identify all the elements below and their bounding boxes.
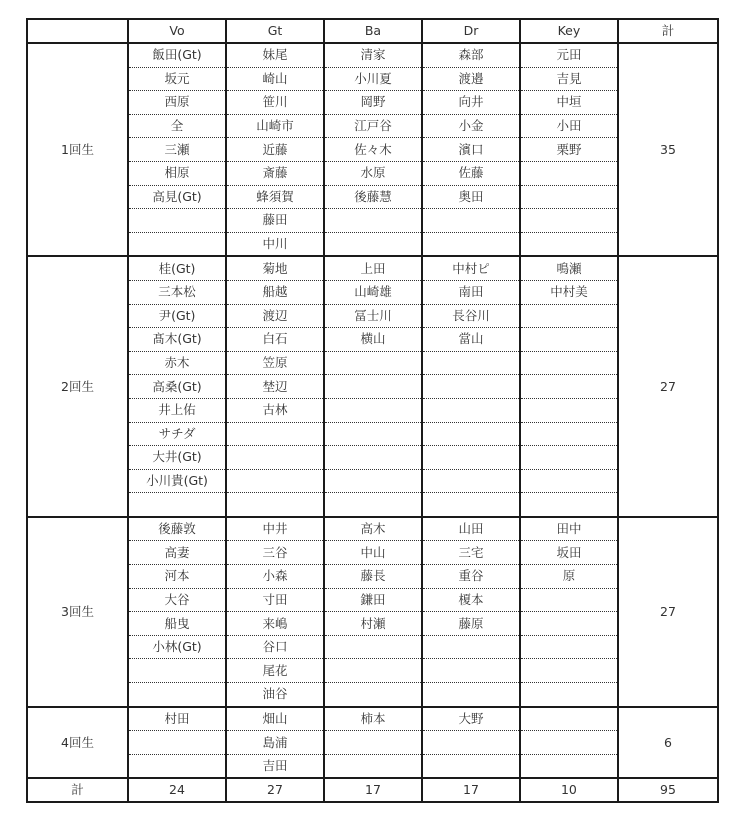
table-row xyxy=(27,375,718,399)
table-row xyxy=(27,446,718,470)
header-cell-gt: Gt xyxy=(226,19,324,43)
member-cell-ba xyxy=(324,446,422,470)
member-cell-ba: 水原 xyxy=(324,161,422,185)
member-cell-ba xyxy=(324,209,422,233)
member-cell-gt: 畑山 xyxy=(226,707,324,731)
member-cell-dr xyxy=(422,232,520,256)
member-cell-vo: 坂元 xyxy=(128,67,226,91)
member-cell-key xyxy=(520,185,618,209)
table-row xyxy=(27,541,718,565)
member-cell-dr: 南田 xyxy=(422,280,520,304)
member-cell-gt: 埜辺 xyxy=(226,375,324,399)
member-cell-ba: 佐々木 xyxy=(324,138,422,162)
member-cell-gt: 島浦 xyxy=(226,731,324,755)
member-cell-vo: 飯田(Gt) xyxy=(128,43,226,67)
member-cell-key: 原 xyxy=(520,565,618,589)
member-cell-gt: 妹尾 xyxy=(226,43,324,67)
member-cell-ba xyxy=(324,422,422,446)
table-row xyxy=(27,67,718,91)
table-row xyxy=(27,707,718,731)
member-cell-key: 田中 xyxy=(520,517,618,541)
member-cell-ba xyxy=(324,351,422,375)
member-cell-dr: 榎本 xyxy=(422,588,520,612)
member-cell-vo xyxy=(128,493,226,517)
year-label-cell: 3回生 xyxy=(27,517,128,707)
table-row xyxy=(27,565,718,589)
table-row xyxy=(27,422,718,446)
member-cell-dr: 藤原 xyxy=(422,612,520,636)
table-row xyxy=(27,683,718,707)
member-cell-dr: 奥田 xyxy=(422,185,520,209)
table-row xyxy=(27,185,718,209)
member-cell-key: 栗野 xyxy=(520,138,618,162)
member-cell-gt: 蜂須賀 xyxy=(226,185,324,209)
member-cell-ba xyxy=(324,493,422,517)
member-cell-gt: 尾花 xyxy=(226,659,324,683)
totals-row xyxy=(27,778,718,802)
member-cell-key xyxy=(520,446,618,470)
member-cell-dr: 小金 xyxy=(422,114,520,138)
member-cell-ba: 上田 xyxy=(324,256,422,280)
member-cell-ba xyxy=(324,469,422,493)
year-label-cell: 4回生 xyxy=(27,707,128,779)
member-cell-dr: 濱口 xyxy=(422,138,520,162)
table-row xyxy=(27,754,718,778)
member-cell-key xyxy=(520,754,618,778)
table-row xyxy=(27,517,718,541)
total-ba-cell: 17 xyxy=(324,778,422,802)
member-cell-gt: 崎山 xyxy=(226,67,324,91)
member-cell-gt: 中井 xyxy=(226,517,324,541)
table-row xyxy=(27,209,718,233)
member-cell-gt: 三谷 xyxy=(226,541,324,565)
member-cell-gt: 斎藤 xyxy=(226,161,324,185)
table-row xyxy=(27,469,718,493)
table-row xyxy=(27,161,718,185)
member-cell-gt xyxy=(226,469,324,493)
member-cell-dr xyxy=(422,422,520,446)
member-cell-ba: 清家 xyxy=(324,43,422,67)
member-cell-vo: 桂(Gt) xyxy=(128,256,226,280)
member-cell-dr xyxy=(422,351,520,375)
member-cell-gt: 白石 xyxy=(226,328,324,352)
member-cell-ba: 江戸谷 xyxy=(324,114,422,138)
member-cell-vo xyxy=(128,731,226,755)
member-cell-vo: 大谷 xyxy=(128,588,226,612)
totals-label-cell: 計 xyxy=(27,778,128,802)
member-cell-dr: 大野 xyxy=(422,707,520,731)
member-table xyxy=(26,18,719,803)
table-row xyxy=(27,731,718,755)
year-total-cell: 35 xyxy=(618,43,718,256)
member-cell-dr: 佐藤 xyxy=(422,161,520,185)
member-cell-key: 中垣 xyxy=(520,91,618,115)
table-row xyxy=(27,351,718,375)
member-cell-key xyxy=(520,375,618,399)
member-cell-gt xyxy=(226,446,324,470)
table-row xyxy=(27,280,718,304)
member-cell-vo xyxy=(128,232,226,256)
member-cell-ba xyxy=(324,635,422,659)
member-cell-key xyxy=(520,683,618,707)
year-total-cell: 27 xyxy=(618,517,718,707)
member-cell-vo: 高妻 xyxy=(128,541,226,565)
member-cell-ba xyxy=(324,683,422,707)
header-cell-vo: Vo xyxy=(128,19,226,43)
member-cell-vo: 赤木 xyxy=(128,351,226,375)
member-cell-ba xyxy=(324,398,422,422)
member-cell-gt: 山崎市 xyxy=(226,114,324,138)
member-cell-dr: 重谷 xyxy=(422,565,520,589)
member-cell-dr: 山田 xyxy=(422,517,520,541)
member-cell-ba xyxy=(324,731,422,755)
member-cell-key xyxy=(520,731,618,755)
member-cell-key xyxy=(520,493,618,517)
member-cell-vo: 三瀬 xyxy=(128,138,226,162)
table-row xyxy=(27,43,718,67)
table-row xyxy=(27,114,718,138)
table-row xyxy=(27,328,718,352)
member-cell-dr: 森部 xyxy=(422,43,520,67)
member-cell-vo: 高桑(Gt) xyxy=(128,375,226,399)
member-cell-vo: 大井(Gt) xyxy=(128,446,226,470)
member-cell-gt: 油谷 xyxy=(226,683,324,707)
header-cell-blank xyxy=(27,19,128,43)
member-table-body xyxy=(27,19,718,802)
member-cell-ba: 柿本 xyxy=(324,707,422,731)
member-cell-ba xyxy=(324,754,422,778)
member-cell-key xyxy=(520,635,618,659)
member-cell-ba: 後藤慧 xyxy=(324,185,422,209)
member-cell-vo xyxy=(128,209,226,233)
member-cell-gt: 吉田 xyxy=(226,754,324,778)
year-label-cell: 2回生 xyxy=(27,256,128,517)
member-cell-vo: 村田 xyxy=(128,707,226,731)
member-cell-vo: 相原 xyxy=(128,161,226,185)
member-cell-gt: 船越 xyxy=(226,280,324,304)
member-cell-gt: 藤田 xyxy=(226,209,324,233)
member-cell-key xyxy=(520,209,618,233)
year-label-cell: 1回生 xyxy=(27,43,128,256)
member-cell-key xyxy=(520,659,618,683)
member-cell-gt xyxy=(226,422,324,446)
member-cell-ba: 小川夏 xyxy=(324,67,422,91)
member-cell-ba: 高木 xyxy=(324,517,422,541)
total-gt-cell: 27 xyxy=(226,778,324,802)
table-row xyxy=(27,304,718,328)
member-cell-key xyxy=(520,328,618,352)
member-cell-key xyxy=(520,304,618,328)
member-cell-vo: 船曳 xyxy=(128,612,226,636)
member-cell-ba: 中山 xyxy=(324,541,422,565)
member-cell-ba xyxy=(324,659,422,683)
header-cell-key: Key xyxy=(520,19,618,43)
member-cell-key xyxy=(520,469,618,493)
member-cell-gt: 渡辺 xyxy=(226,304,324,328)
table-row xyxy=(27,232,718,256)
member-cell-key xyxy=(520,161,618,185)
table-row xyxy=(27,138,718,162)
member-cell-key xyxy=(520,232,618,256)
member-cell-ba: 冨士川 xyxy=(324,304,422,328)
member-cell-key: 坂田 xyxy=(520,541,618,565)
member-cell-vo: サチダ xyxy=(128,422,226,446)
member-cell-key xyxy=(520,707,618,731)
member-cell-vo: 高見(Gt) xyxy=(128,185,226,209)
member-cell-gt: 寸田 xyxy=(226,588,324,612)
member-cell-gt: 笹川 xyxy=(226,91,324,115)
member-cell-ba: 鎌田 xyxy=(324,588,422,612)
member-cell-key: 元田 xyxy=(520,43,618,67)
member-cell-vo: 河本 xyxy=(128,565,226,589)
header-cell-ba: Ba xyxy=(324,19,422,43)
member-cell-dr: 向井 xyxy=(422,91,520,115)
member-cell-vo: 小林(Gt) xyxy=(128,635,226,659)
member-cell-gt: 小森 xyxy=(226,565,324,589)
total-vo-cell: 24 xyxy=(128,778,226,802)
member-cell-dr xyxy=(422,754,520,778)
member-cell-key: 吉見 xyxy=(520,67,618,91)
member-cell-gt: 中川 xyxy=(226,232,324,256)
table-row xyxy=(27,493,718,517)
member-cell-vo: 小川貴(Gt) xyxy=(128,469,226,493)
member-cell-vo: 髙木(Gt) xyxy=(128,328,226,352)
member-cell-vo xyxy=(128,659,226,683)
table-row xyxy=(27,91,718,115)
table-row xyxy=(27,398,718,422)
header-cell-total: 計 xyxy=(618,19,718,43)
member-cell-ba: 横山 xyxy=(324,328,422,352)
member-cell-dr xyxy=(422,493,520,517)
member-cell-key xyxy=(520,612,618,636)
member-cell-ba xyxy=(324,232,422,256)
member-cell-dr xyxy=(422,209,520,233)
table-row xyxy=(27,659,718,683)
member-cell-ba xyxy=(324,375,422,399)
member-cell-gt xyxy=(226,493,324,517)
member-cell-vo: 井上佑 xyxy=(128,398,226,422)
member-cell-vo xyxy=(128,754,226,778)
table-row xyxy=(27,612,718,636)
member-cell-dr xyxy=(422,375,520,399)
member-cell-gt: 古林 xyxy=(226,398,324,422)
member-cell-dr xyxy=(422,683,520,707)
member-cell-ba: 山崎雄 xyxy=(324,280,422,304)
member-cell-key xyxy=(520,422,618,446)
member-cell-vo: 全 xyxy=(128,114,226,138)
member-cell-dr xyxy=(422,398,520,422)
member-cell-vo xyxy=(128,683,226,707)
member-cell-key: 鳴瀬 xyxy=(520,256,618,280)
member-cell-dr xyxy=(422,659,520,683)
member-cell-gt: 来嶋 xyxy=(226,612,324,636)
member-cell-dr: 渡邉 xyxy=(422,67,520,91)
member-cell-dr xyxy=(422,731,520,755)
member-cell-gt: 菊地 xyxy=(226,256,324,280)
total-dr-cell: 17 xyxy=(422,778,520,802)
member-cell-dr xyxy=(422,446,520,470)
member-cell-key xyxy=(520,588,618,612)
member-cell-vo: 後藤敦 xyxy=(128,517,226,541)
total-key-cell: 10 xyxy=(520,778,618,802)
member-cell-ba: 藤長 xyxy=(324,565,422,589)
member-cell-key: 小田 xyxy=(520,114,618,138)
member-cell-ba: 岡野 xyxy=(324,91,422,115)
member-cell-gt: 笠原 xyxy=(226,351,324,375)
year-total-cell: 6 xyxy=(618,707,718,779)
member-cell-dr: 三宅 xyxy=(422,541,520,565)
table-row xyxy=(27,635,718,659)
year-total-cell: 27 xyxy=(618,256,718,517)
member-cell-key: 中村美 xyxy=(520,280,618,304)
member-cell-dr: 長谷川 xyxy=(422,304,520,328)
member-cell-key xyxy=(520,351,618,375)
member-cell-vo: 三本松 xyxy=(128,280,226,304)
table-row xyxy=(27,256,718,280)
member-cell-gt: 谷口 xyxy=(226,635,324,659)
member-cell-vo: 尹(Gt) xyxy=(128,304,226,328)
table-row xyxy=(27,588,718,612)
member-cell-ba: 村瀬 xyxy=(324,612,422,636)
member-cell-dr: 中村ピ xyxy=(422,256,520,280)
member-cell-vo: 西原 xyxy=(128,91,226,115)
member-cell-dr: 當山 xyxy=(422,328,520,352)
member-cell-dr xyxy=(422,635,520,659)
member-cell-gt: 近藤 xyxy=(226,138,324,162)
member-cell-key xyxy=(520,398,618,422)
header-row xyxy=(27,19,718,43)
header-cell-dr: Dr xyxy=(422,19,520,43)
member-cell-dr xyxy=(422,469,520,493)
grand-total-cell: 95 xyxy=(618,778,718,802)
